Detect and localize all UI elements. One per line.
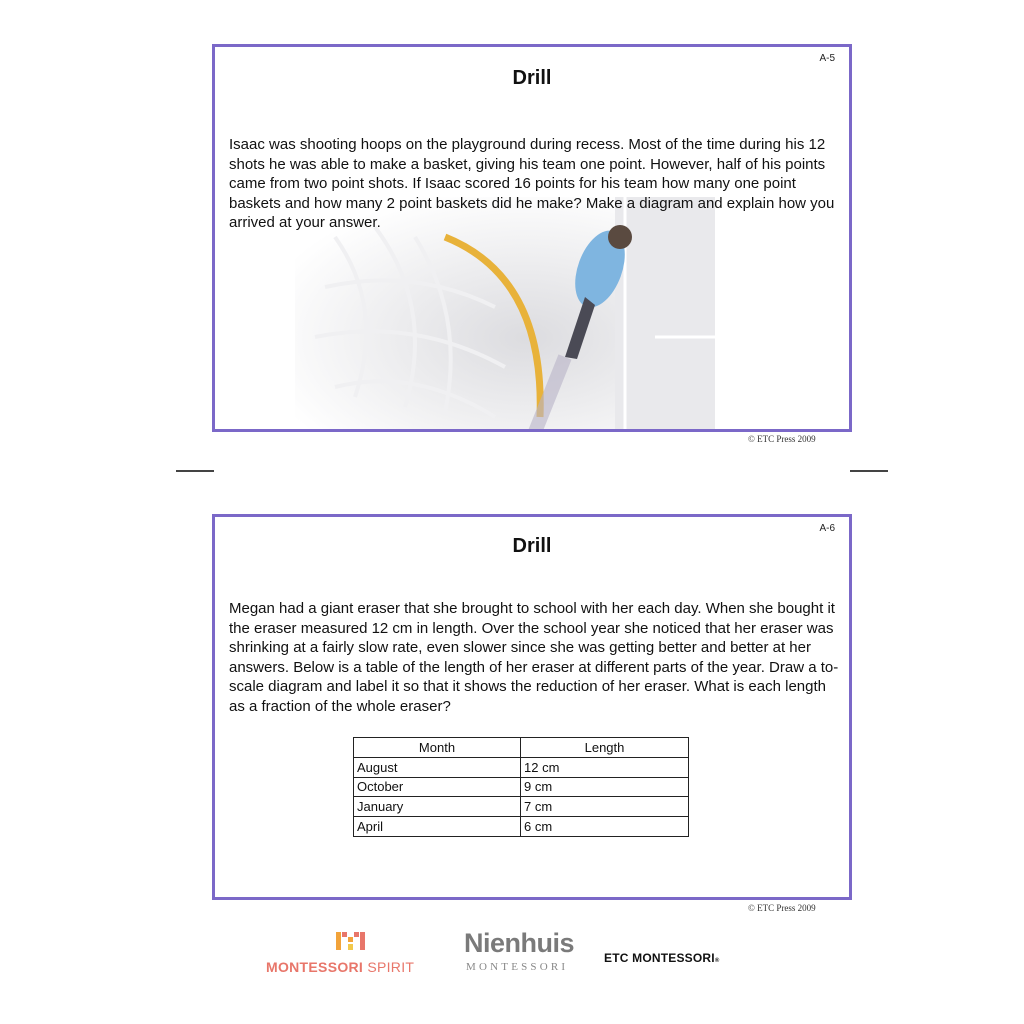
table-row — [354, 777, 689, 797]
problem-text: Isaac was shooting hoops on the playground during recess. Most of the time during his 12 shots he was able to make a basket, giving his team one point. However, half of his points came from two point shots. If Isaac scored 16 points for his team how many one point baskets and how many 2 point baskets did he make? Make a diagram and explain how you arrived at your answer. — [229, 136, 835, 231]
month-cell: October — [354, 777, 521, 797]
brand-logos — [0, 928, 1024, 978]
card-title: Drill — [512, 535, 552, 557]
month-cell: January — [354, 797, 521, 817]
month-cell: August — [354, 757, 521, 777]
problem-text: Megan had a giant eraser that she brought to school with her each day. When she bought it the eraser measured 12 cm in length. Over the school year she noticed that her eraser was shrinking at a fairly slow rate, even slower since she was getting better and better at her answers. Below is a table of the length of her eraser at different parts of the year. Draw a to-scale diagram and label it so that it shows the reduction of her eraser. What is each length as a fraction of the whole eraser? — [229, 600, 839, 715]
length-cell: 7 cm — [521, 797, 689, 817]
drill-card-a5 — [212, 44, 852, 432]
cut-mark-left — [176, 470, 214, 472]
nienhuis-logo: Nienhuis — [464, 928, 575, 958]
length-cell: 12 cm — [521, 757, 689, 777]
cut-mark-right — [850, 470, 888, 472]
eraser-length-table — [353, 737, 689, 837]
nienhuis-logo-subtitle: MONTESSORI — [466, 961, 569, 973]
table-header-length: Length — [521, 738, 689, 758]
month-cell: April — [354, 817, 521, 837]
montessori-spirit-logo: MONTESSORI SPIRIT — [266, 959, 415, 975]
drill-card-a6 — [212, 514, 852, 900]
length-cell: 6 cm — [521, 817, 689, 837]
table-row — [354, 797, 689, 817]
copyright-a6: © ETC Press 2009 — [748, 903, 816, 913]
card-code: A-6 — [819, 523, 835, 534]
card-title: Drill — [512, 67, 552, 89]
montessori-spirit-logo-icon — [336, 932, 370, 950]
length-cell: 9 cm — [521, 777, 689, 797]
copyright-a5: © ETC Press 2009 — [748, 434, 816, 444]
etc-montessori-logo: ETC MONTESSORI® — [604, 951, 720, 965]
table-row — [354, 817, 689, 837]
table-header-month: Month — [354, 738, 521, 758]
card-code: A-5 — [819, 53, 835, 64]
table-row — [354, 757, 689, 777]
